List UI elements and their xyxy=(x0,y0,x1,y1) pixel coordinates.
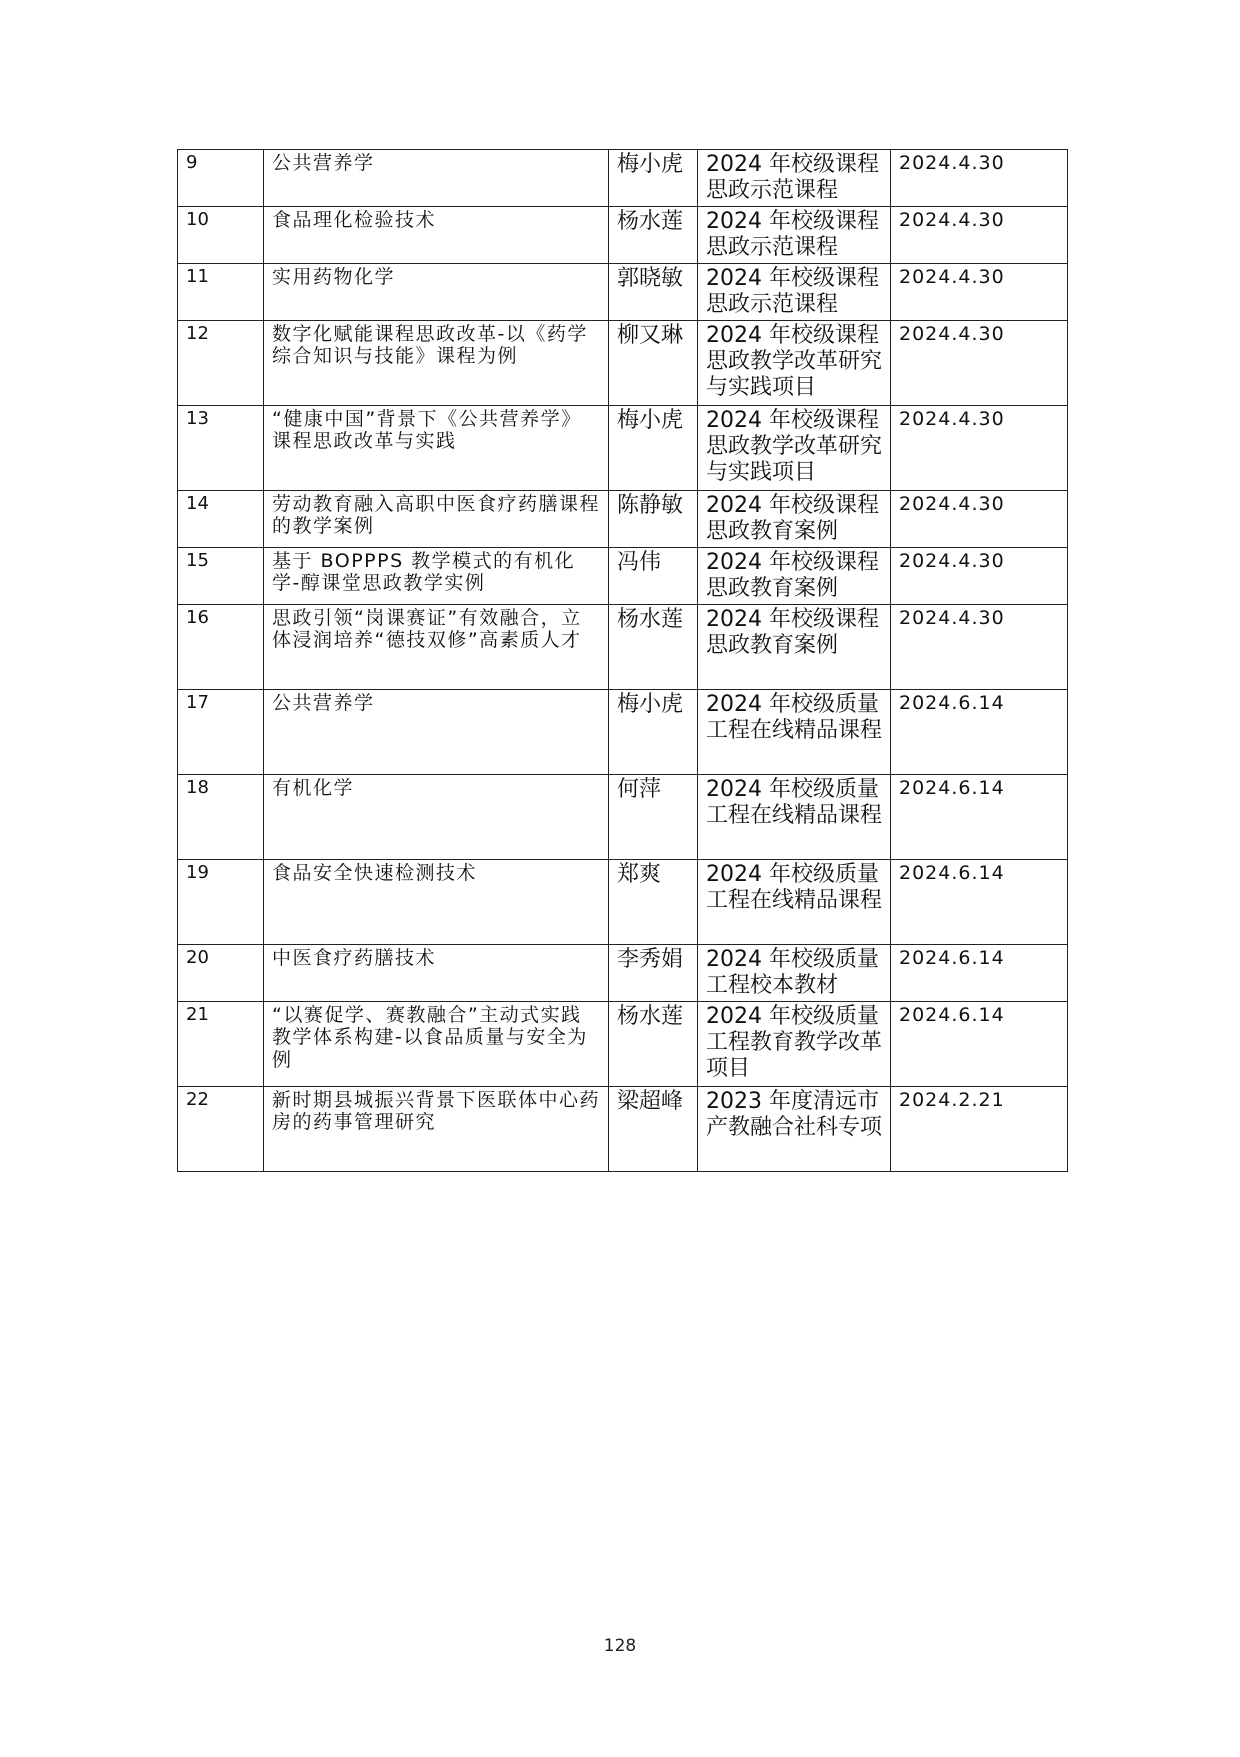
project-title-cell: “健康中国”背景下《公共营养学》课程思政改革与实践 xyxy=(264,406,609,491)
table-row xyxy=(178,945,1068,1002)
table-row xyxy=(178,264,1068,321)
page-number: 128 xyxy=(603,1636,637,1656)
project-type-cell: 2024 年校级质量工程校本教材 xyxy=(698,945,891,1002)
project-type-cell: 2024 年校级课程思政教育案例 xyxy=(698,548,891,605)
project-title-cell: 新时期县城振兴背景下医联体中心药房的药事管理研究 xyxy=(264,1087,609,1172)
project-title-cell: “以赛促学、赛教融合”主动式实践教学体系构建-以食品质量与安全为例 xyxy=(264,1002,609,1087)
approval-date-cell: 2024.6.14 xyxy=(891,690,1068,775)
row-number-cell: 17 xyxy=(178,690,264,775)
project-type-cell: 2024 年校级课程思政示范课程 xyxy=(698,207,891,264)
table-row xyxy=(178,1002,1068,1087)
table-row xyxy=(178,1087,1068,1172)
row-number-cell: 11 xyxy=(178,264,264,321)
person-in-charge-cell: 郑爽 xyxy=(609,860,698,945)
approval-date-cell: 2024.6.14 xyxy=(891,775,1068,860)
approval-date-cell: 2024.4.30 xyxy=(891,605,1068,690)
row-number-cell: 12 xyxy=(178,321,264,406)
project-title-cell: 基于 BOPPPS 教学模式的有机化学-醇课堂思政教学实例 xyxy=(264,548,609,605)
project-title-cell: 有机化学 xyxy=(264,775,609,860)
person-in-charge-cell: 杨水莲 xyxy=(609,1002,698,1087)
project-type-cell: 2024 年校级质量工程在线精品课程 xyxy=(698,690,891,775)
table-row xyxy=(178,690,1068,775)
approval-date-cell: 2024.2.21 xyxy=(891,1087,1068,1172)
person-in-charge-cell: 梁超峰 xyxy=(609,1087,698,1172)
project-type-cell: 2024 年校级课程思政教学改革研究与实践项目 xyxy=(698,321,891,406)
project-type-cell: 2024 年校级课程思政示范课程 xyxy=(698,150,891,207)
project-title-cell: 数字化赋能课程思政改革-以《药学综合知识与技能》课程为例 xyxy=(264,321,609,406)
table-row xyxy=(178,860,1068,945)
approval-date-cell: 2024.4.30 xyxy=(891,150,1068,207)
project-title-cell: 实用药物化学 xyxy=(264,264,609,321)
row-number-cell: 18 xyxy=(178,775,264,860)
project-title-cell: 食品安全快速检测技术 xyxy=(264,860,609,945)
project-title-cell: 思政引领“岗课赛证”有效融合，立体浸润培养“德技双修”高素质人才 xyxy=(264,605,609,690)
row-number-cell: 20 xyxy=(178,945,264,1002)
table-row xyxy=(178,406,1068,491)
project-title-cell: 公共营养学 xyxy=(264,690,609,775)
project-title-cell: 食品理化检验技术 xyxy=(264,207,609,264)
approval-date-cell: 2024.6.14 xyxy=(891,860,1068,945)
table-row xyxy=(178,150,1068,207)
project-type-cell: 2024 年校级课程思政教育案例 xyxy=(698,491,891,548)
person-in-charge-cell: 何萍 xyxy=(609,775,698,860)
table-row xyxy=(178,548,1068,605)
table-row xyxy=(178,321,1068,406)
row-number-cell: 22 xyxy=(178,1087,264,1172)
row-number-cell: 13 xyxy=(178,406,264,491)
approval-date-cell: 2024.4.30 xyxy=(891,548,1068,605)
approval-date-cell: 2024.6.14 xyxy=(891,945,1068,1002)
person-in-charge-cell: 梅小虎 xyxy=(609,150,698,207)
person-in-charge-cell: 陈静敏 xyxy=(609,491,698,548)
person-in-charge-cell: 杨水莲 xyxy=(609,605,698,690)
project-type-cell: 2024 年校级课程思政示范课程 xyxy=(698,264,891,321)
row-number-cell: 9 xyxy=(178,150,264,207)
person-in-charge-cell: 柳又琳 xyxy=(609,321,698,406)
person-in-charge-cell: 梅小虎 xyxy=(609,690,698,775)
row-number-cell: 15 xyxy=(178,548,264,605)
project-type-cell: 2024 年校级课程思政教育案例 xyxy=(698,605,891,690)
person-in-charge-cell: 李秀娟 xyxy=(609,945,698,1002)
person-in-charge-cell: 梅小虎 xyxy=(609,406,698,491)
approval-date-cell: 2024.4.30 xyxy=(891,321,1068,406)
row-number-cell: 14 xyxy=(178,491,264,548)
table-row xyxy=(178,207,1068,264)
row-number-cell: 21 xyxy=(178,1002,264,1087)
project-title-cell: 公共营养学 xyxy=(264,150,609,207)
approval-date-cell: 2024.4.30 xyxy=(891,264,1068,321)
approval-date-cell: 2024.4.30 xyxy=(891,406,1068,491)
project-title-cell: 劳动教育融入高职中医食疗药膳课程的教学案例 xyxy=(264,491,609,548)
row-number-cell: 16 xyxy=(178,605,264,690)
approval-date-cell: 2024.6.14 xyxy=(891,1002,1068,1087)
person-in-charge-cell: 郭晓敏 xyxy=(609,264,698,321)
project-type-cell: 2024 年校级质量工程在线精品课程 xyxy=(698,775,891,860)
approval-date-cell: 2024.4.30 xyxy=(891,491,1068,548)
table-row xyxy=(178,775,1068,860)
table-row xyxy=(178,491,1068,548)
project-type-cell: 2023 年度清远市产教融合社科专项 xyxy=(698,1087,891,1172)
row-number-cell: 10 xyxy=(178,207,264,264)
person-in-charge-cell: 冯伟 xyxy=(609,548,698,605)
project-title-cell: 中医食疗药膳技术 xyxy=(264,945,609,1002)
approval-date-cell: 2024.4.30 xyxy=(891,207,1068,264)
row-number-cell: 19 xyxy=(178,860,264,945)
person-in-charge-cell: 杨水莲 xyxy=(609,207,698,264)
project-table xyxy=(177,149,1068,1172)
project-table-body xyxy=(178,150,1068,1172)
table-row xyxy=(178,605,1068,690)
project-type-cell: 2024 年校级质量工程教育教学改革项目 xyxy=(698,1002,891,1087)
project-type-cell: 2024 年校级质量工程在线精品课程 xyxy=(698,860,891,945)
project-type-cell: 2024 年校级课程思政教学改革研究与实践项目 xyxy=(698,406,891,491)
